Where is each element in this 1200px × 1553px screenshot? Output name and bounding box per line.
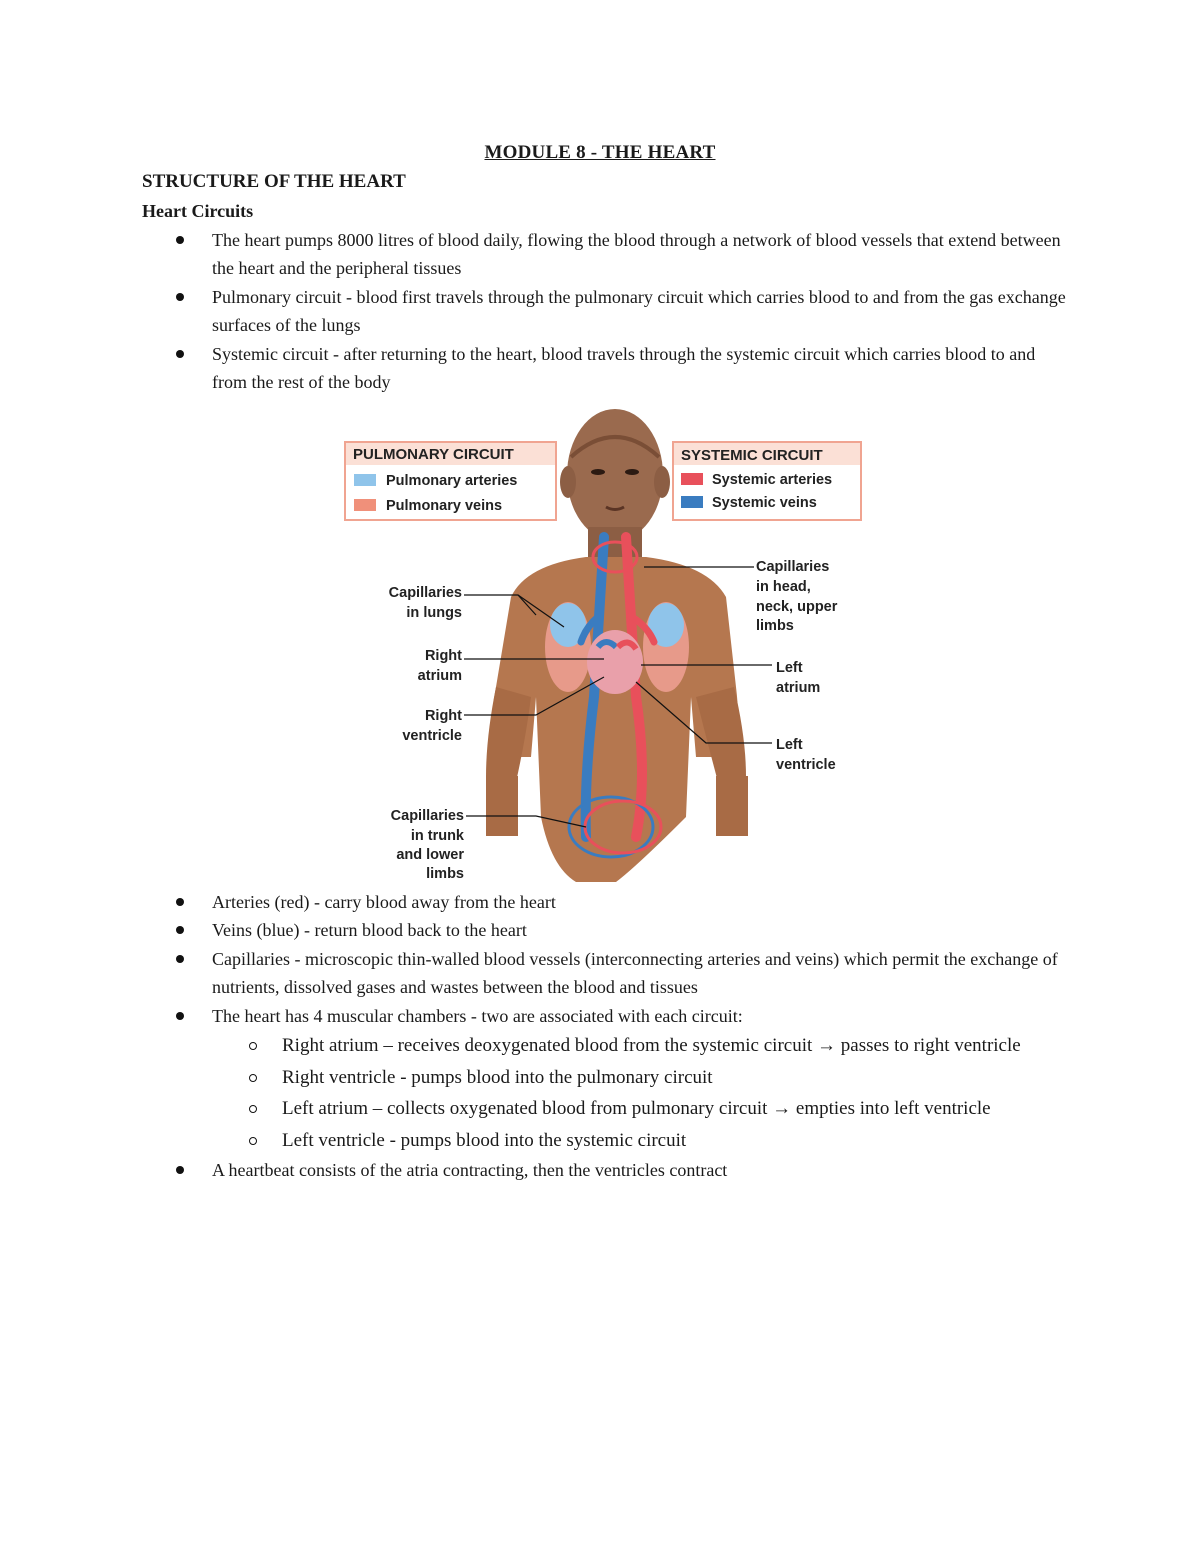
systemic-arteries-swatch [681,473,703,485]
capillaries-head-label-1: Capillaries [756,559,830,575]
circulation-diagram [336,397,866,882]
capillaries-lungs-label-1: Capillaries [388,585,462,601]
bullet-icon [176,236,184,244]
section-heading: STRUCTURE OF THE HEART [142,171,406,192]
right-ventricle-label-2: ventricle [402,728,462,744]
sub-list-item [0,1093,1042,1125]
systemic-legend-title: SYSTEMIC CIRCUIT [681,447,823,464]
bullet-icon [176,293,184,301]
pulmonary-legend-title: PULMONARY CIRCUIT [353,446,514,463]
list-item [0,283,1072,340]
bullet-text: Systemic circuit - after returning to the heart, blood travels through the systemic circuit which carries blood to and from the rest of the body [212,343,1036,393]
bottom-bullet-list [0,888,1200,1184]
systemic-veins-label: Systemic veins [712,495,817,511]
capillaries-trunk-label-4: limbs [426,866,464,882]
right-ventricle-label-1: Right [424,708,462,724]
sub-list-item [0,1125,1042,1157]
pulmonary-arteries-label: Pulmonary arteries [386,473,518,489]
circle-bullet-icon [249,1105,257,1113]
capillaries-trunk-label-2: in trunk [410,828,464,844]
bullet-text: Pulmonary circuit - blood first travels through the pulmonary circuit which carries blood to and from the gas exchange surfaces of the lungs [212,286,1066,336]
chamber-text: Left atrium – collects oxygenated blood from pulmonary circuit → empties into left ventricle [282,1098,991,1120]
chamber-text: Right atrium – receives deoxygenated blood from the systemic circuit → passes to right ventricle [282,1035,1021,1057]
pulmonary-legend [345,442,556,520]
bullet-icon [176,1012,184,1020]
left-atrium-label-2: atrium [776,680,821,696]
bullet-text: The heart has 4 muscular chambers - two are associated with each circuit: [212,1005,743,1026]
list-item [0,340,1072,397]
circle-bullet-icon [249,1074,257,1082]
systemic-veins-swatch [681,496,703,508]
bullet-text: Veins (blue) - return blood back to the heart [212,920,527,941]
bullet-text: Arteries (red) - carry blood away from the heart [212,892,556,912]
capillaries-head-label-3: neck, upper [756,599,838,615]
capillaries-trunk-label-1: Capillaries [390,808,464,824]
list-item [0,1156,1072,1184]
pulmonary-veins-swatch [354,499,376,511]
sub-list-item [0,1030,1042,1062]
bullet-icon [176,955,184,963]
bullet-text: A heartbeat consists of the atria contracting, then the ventricles contract [212,1160,728,1181]
capillaries-head-label-4: limbs [756,618,794,634]
capillaries-trunk-label-3: and lower [396,847,464,863]
right-labels [756,559,838,773]
heart-illustration [587,630,643,694]
left-atrium-label-1: Left [776,660,803,676]
capillaries-head-label-2: in head, [756,579,811,595]
chamber-text: Right ventricle - pumps blood into the pulmonary circuit [282,1066,713,1088]
right-atrium-label-1: Right [424,648,462,664]
left-ventricle-label-1: Left [776,737,803,753]
bullet-icon [176,350,184,358]
module-title: MODULE 8 - THE HEART [484,142,716,163]
bullet-text: The heart pumps 8000 litres of blood daily, flowing the blood through a network of blood vessels that extend between the heart and the peripheral tissues [212,230,1061,279]
bullet-icon [176,898,184,906]
list-item [0,888,1072,916]
pulmonary-veins-label: Pulmonary veins [386,498,503,514]
top-bullet-list [0,226,1200,396]
capillaries-lungs-label-2: in lungs [406,605,462,621]
systemic-arteries-label: Systemic arteries [712,472,833,488]
circle-bullet-icon [249,1042,257,1050]
list-item [0,1002,1072,1156]
chamber-text: Left ventricle - pumps blood into the systemic circuit [282,1129,687,1151]
bullet-icon [176,926,184,934]
circulation-figure [336,397,866,882]
subsection-heading: Heart Circuits [142,201,254,221]
right-atrium-label-2: atrium [417,668,462,684]
list-item [0,916,1072,944]
list-item [0,945,1072,1002]
list-item [0,226,1072,283]
bullet-text: Capillaries - microscopic thin-walled blood vessels (interconnecting arteries and veins) which permit the exchange of nutrients, dissolved gases and wastes between the blood and tissues [212,948,1058,998]
sub-list-item [0,1062,1042,1094]
pulmonary-arteries-swatch [354,474,376,486]
circle-bullet-icon [249,1137,257,1145]
left-labels [389,585,465,882]
bullet-icon [176,1166,184,1174]
chamber-sub-list [212,1030,1072,1156]
left-ventricle-label-2: ventricle [776,757,836,773]
systemic-legend [673,442,861,520]
